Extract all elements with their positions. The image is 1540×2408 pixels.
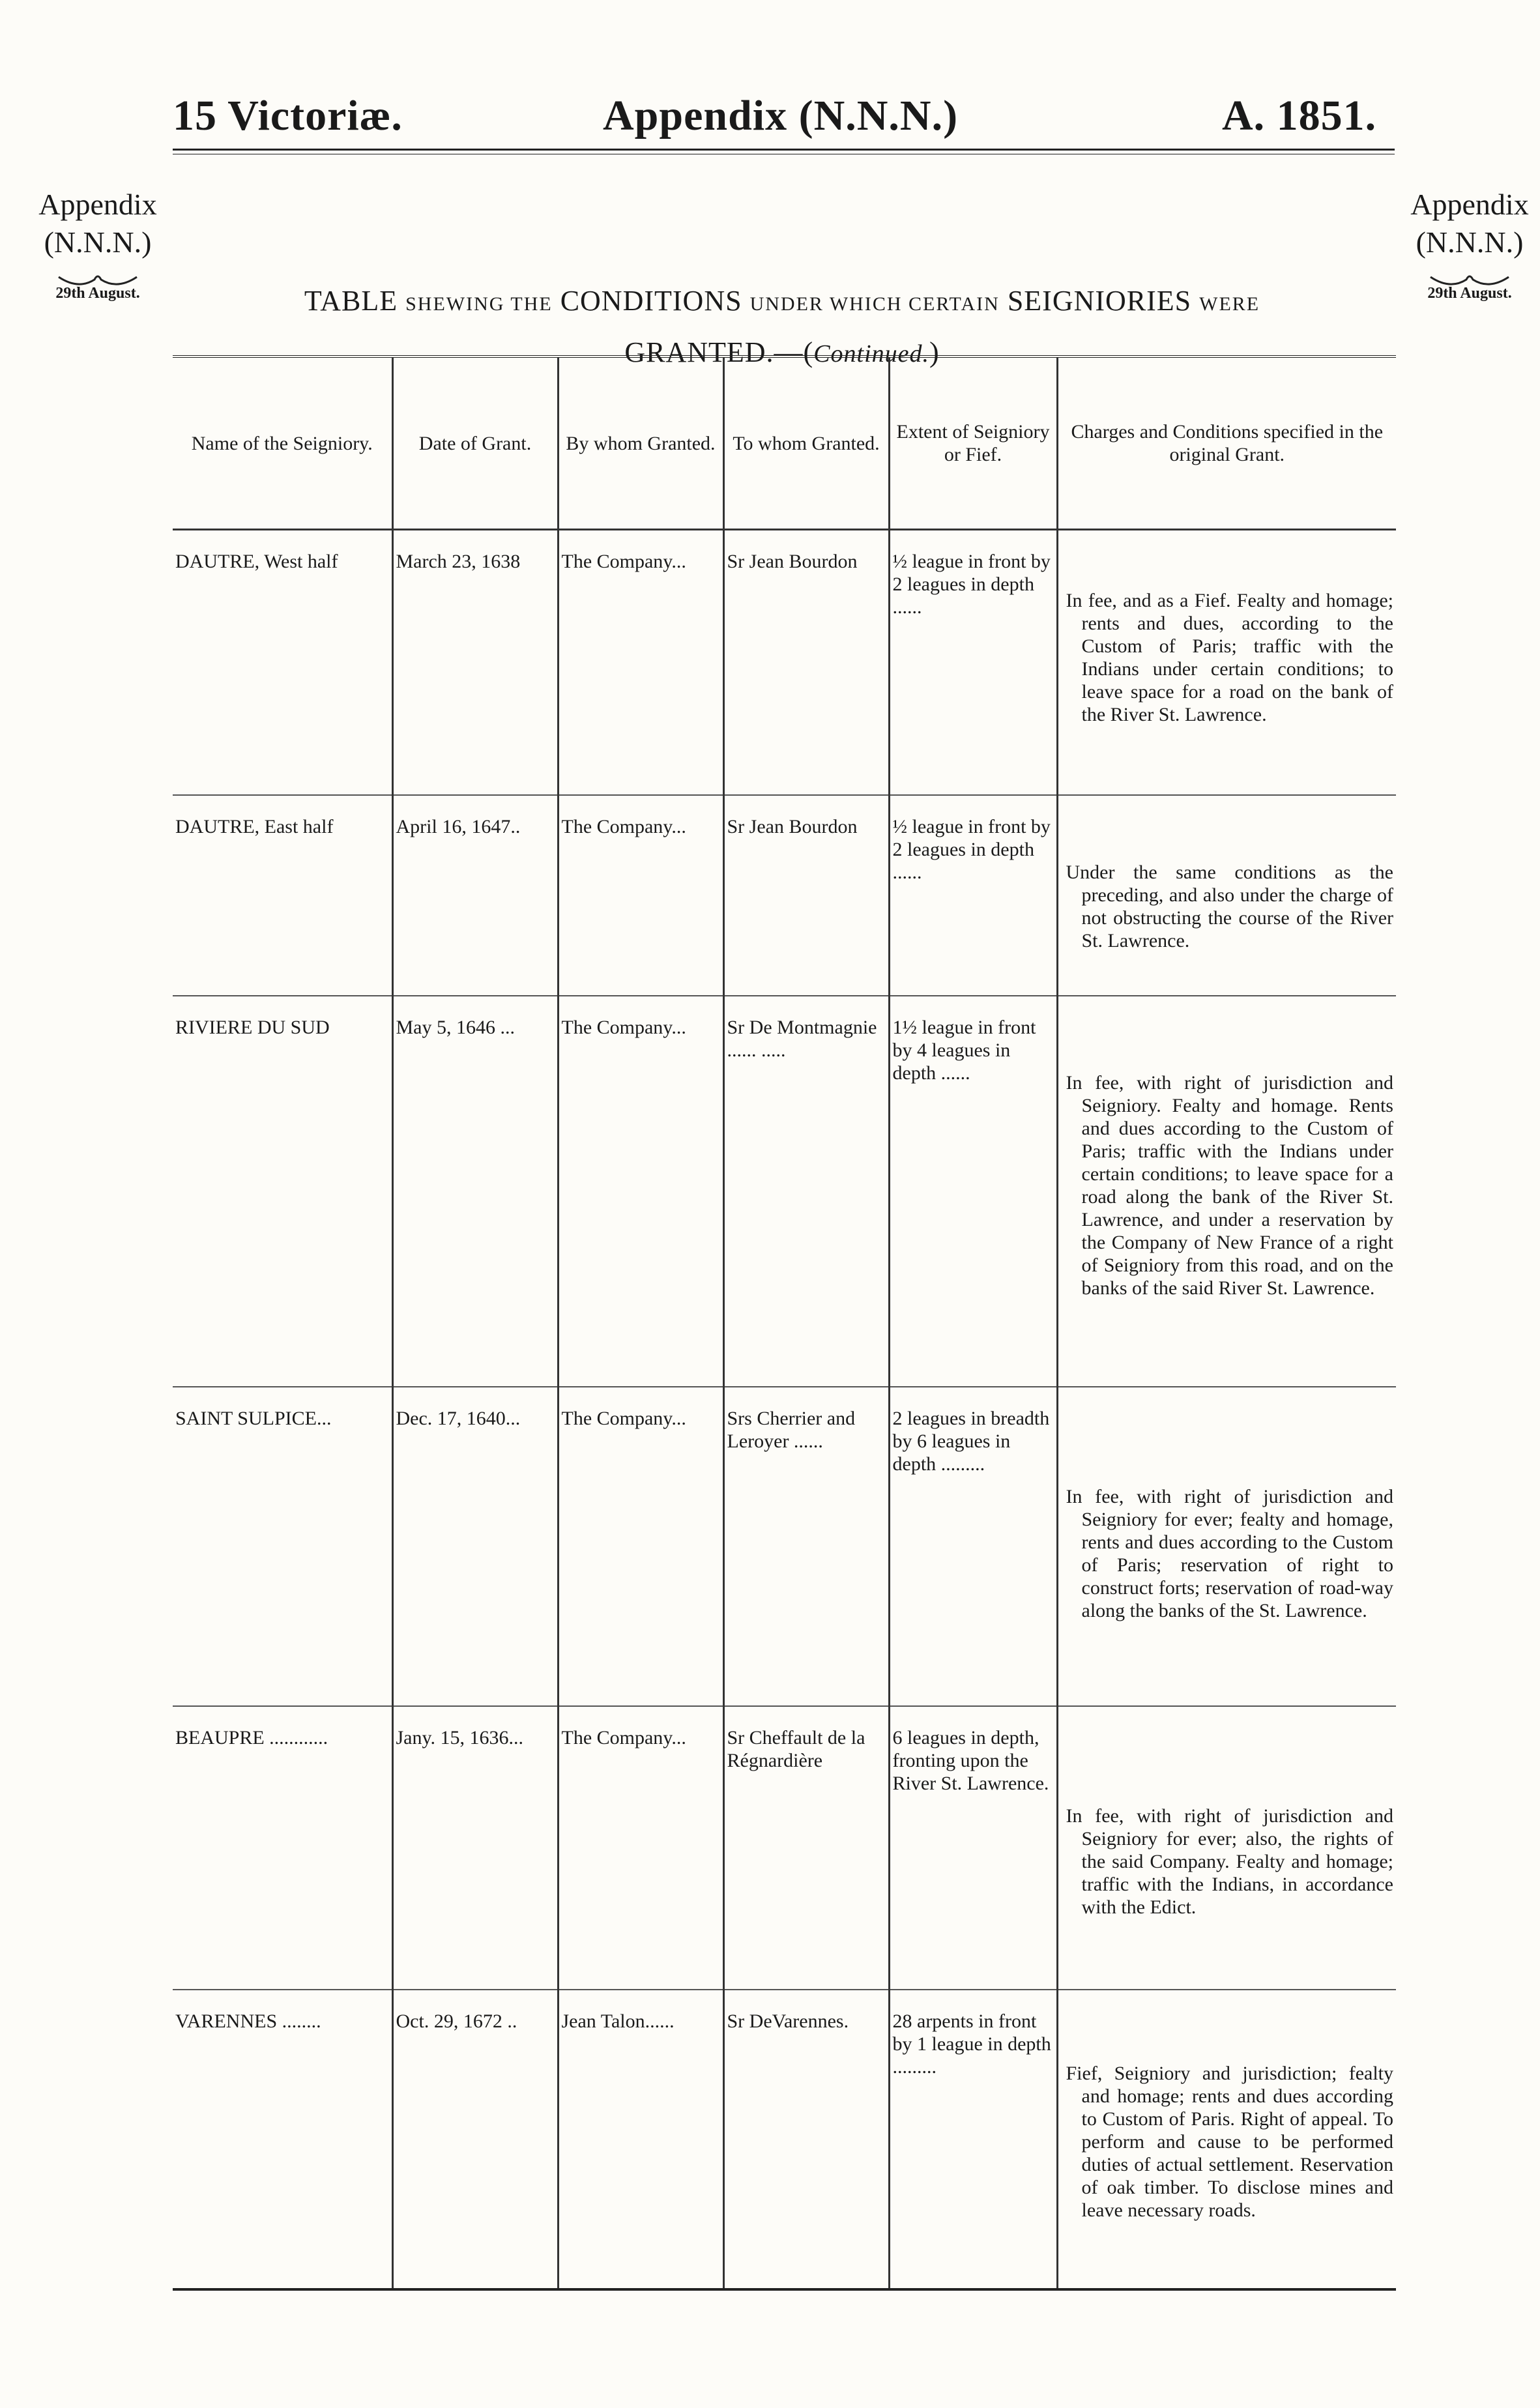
swash-ornament-icon	[26, 261, 169, 283]
running-header-right: A. 1851.	[1222, 92, 1377, 139]
extent: ½ league in front by 2 leagues in depth ......	[889, 530, 1057, 795]
extent: 1½ league in front by 4 leagues in depth ......	[889, 996, 1057, 1387]
table-row	[173, 996, 1396, 1387]
granted-to: Sr De Montmagnie ...... .....	[723, 996, 889, 1387]
margin-note-left	[26, 186, 169, 303]
column-header-by-whom: By whom Granted.	[558, 356, 723, 530]
column-header-name: Name of the Seigniory.	[173, 356, 392, 530]
extent: ½ league in front by 2 leagues in depth ......	[889, 795, 1057, 996]
granted-by: The Company...	[558, 1387, 723, 1706]
conditions: In fee, with right of jurisdiction and Seigniory for ever; fealty and homage, rents and dues according to the Custom of Paris; reservation of right to construct forts; reservation of road-way along the banks of the St. Lawrence.	[1066, 1485, 1393, 1621]
seigniory-name: SAINT SULPICE...	[173, 1387, 392, 1706]
swash-ornament-icon	[1398, 261, 1540, 283]
margin-note-date: 29th August.	[55, 285, 140, 302]
table-row	[173, 1706, 1396, 1990]
conditions: Fief, Seigniory and jurisdiction; fealty and homage; rents and dues according to Custom of Paris. Right of appeal. To perform and cause to be performed duties of actual settlement. Reservation of oak timber. To disclose mines and leave necessary roads.	[1066, 2062, 1393, 2221]
granted-to: Srs Cherrier and Leroyer ......	[723, 1387, 889, 1706]
column-header-conditions: Charges and Conditions specified in the original Grant.	[1057, 356, 1396, 530]
grant-date: Oct. 29, 1672 ..	[392, 1990, 558, 2289]
seigniory-name: DAUTRE, East half	[173, 795, 392, 996]
column-header-extent: Extent of Seigniory or Fief.	[889, 356, 1057, 530]
table-header-row	[173, 356, 1396, 530]
margin-note-appendix: Appendix	[38, 188, 157, 221]
column-header-date: Date of Grant.	[392, 356, 558, 530]
extent: 2 leagues in breadth by 6 leagues in depth .........	[889, 1387, 1057, 1706]
table-row	[173, 1387, 1396, 1706]
seigniory-name: DAUTRE, West half	[173, 530, 392, 795]
granted-by: The Company...	[558, 530, 723, 795]
seigniory-name: BEAUPRE ............	[173, 1706, 392, 1990]
conditions: Under the same conditions as the preceding, and also under the charge of not obstructing the course of the River St. Lawrence.	[1066, 861, 1393, 951]
grant-date: May 5, 1646 ...	[392, 996, 558, 1387]
seigniory-name: VARENNES ........	[173, 1990, 392, 2289]
grant-date: Dec. 17, 1640...	[392, 1387, 558, 1706]
margin-note-date: 29th August.	[1427, 285, 1512, 302]
seigniories-table	[173, 355, 1396, 2291]
granted-by: The Company...	[558, 1706, 723, 1990]
table-title: TABLE SHEWING THE CONDITIONS UNDER WHICH CERTAIN SEIGNIORIES WERE GRANTED.—(Continued.)	[304, 285, 1260, 368]
margin-note-code: (N.N.N.)	[44, 225, 152, 259]
table-row	[173, 795, 1396, 996]
running-header-center: Appendix (N.N.N.)	[603, 92, 959, 139]
granted-to: Sr Cheffault de la Régnardière	[723, 1706, 889, 1990]
column-header-to-whom: To whom Granted.	[723, 356, 889, 530]
conditions: In fee, and as a Fief. Fealty and homage; rents and dues, according to the Custom of Paris; traffic with the Indians under certain conditions; to leave space for a road on the bank of the River St. Lawrence.	[1066, 590, 1393, 725]
grant-date: Jany. 15, 1636...	[392, 1706, 558, 1990]
granted-by: The Company...	[558, 996, 723, 1387]
grant-date: March 23, 1638	[392, 530, 558, 795]
granted-to: Sr Jean Bourdon	[723, 530, 889, 795]
granted-to: Sr DeVarennes.	[723, 1990, 889, 2289]
conditions: In fee, with right of jurisdiction and Seigniory. Fealty and homage. Rents and dues according to the Custom of Paris; traffic with the Indians under certain conditions; to leave space for a road along the bank of the River St. Lawrence, and under a reservation by the Company of New France of a right of Seigniory from this road, and on the banks of the said River St. Lawrence.	[1066, 1071, 1393, 1299]
extent: 6 leagues in depth, fronting upon the River St. Lawrence.	[889, 1706, 1057, 1990]
table-row	[173, 530, 1396, 795]
grant-date: April 16, 1647..	[392, 795, 558, 996]
seigniory-name: RIVIERE DU SUD	[173, 996, 392, 1387]
conditions: In fee, with right of jurisdiction and Seigniory for ever; also, the rights of the said Company. Fealty and homage; traffic with the Indians, in accordance with the Edict.	[1066, 1805, 1393, 1918]
table-row	[173, 1990, 1396, 2289]
margin-note-appendix: Appendix	[1410, 188, 1529, 221]
extent: 28 arpents in front by 1 league in depth .........	[889, 1990, 1057, 2289]
granted-to: Sr Jean Bourdon	[723, 795, 889, 996]
margin-note-code: (N.N.N.)	[1416, 225, 1524, 259]
granted-by: Jean Talon......	[558, 1990, 723, 2289]
running-header-left: 15 Victoriæ.	[173, 92, 403, 139]
header-rule	[173, 149, 1395, 151]
granted-by: The Company...	[558, 795, 723, 996]
margin-note-right	[1398, 186, 1540, 303]
